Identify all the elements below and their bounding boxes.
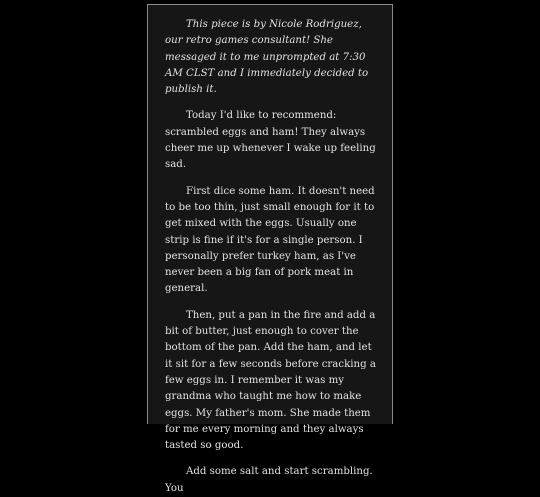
article-page — [147, 4, 393, 494]
article-paragraph-2: First dice some ham. It doesn't need to be too thin, just small enough for it to get mixed with the eggs. Usually one strip is fine if it's for a single person. I personally prefer turkey ham, as I've never been a big fan of pork meat in general. — [165, 185, 375, 295]
article-intro: This piece is by Nicole Rodriguez, our retro games consultant! She messaged it to me unprompted at 7:30 AM CLST and I immediately decided to publish it. — [165, 19, 369, 96]
article-paragraph-3: Then, put a pan in the fire and add a bit of butter, just enough to cover the bottom of the pan. Add the ham, and let it sit for a few seconds before cracking a few eggs in. I remember it was my grandma who taught me how to make eggs. My father's mom. She made them for me every morning and they always tasted so good. — [165, 309, 376, 452]
article-paragraph-4: Add some salt and start scrambling. You — [165, 466, 373, 494]
article-paragraph-1: Today I'd like to recommend: scrambled eggs and ham! They always cheer me up whenever I wake up feeling sad. — [165, 110, 376, 171]
